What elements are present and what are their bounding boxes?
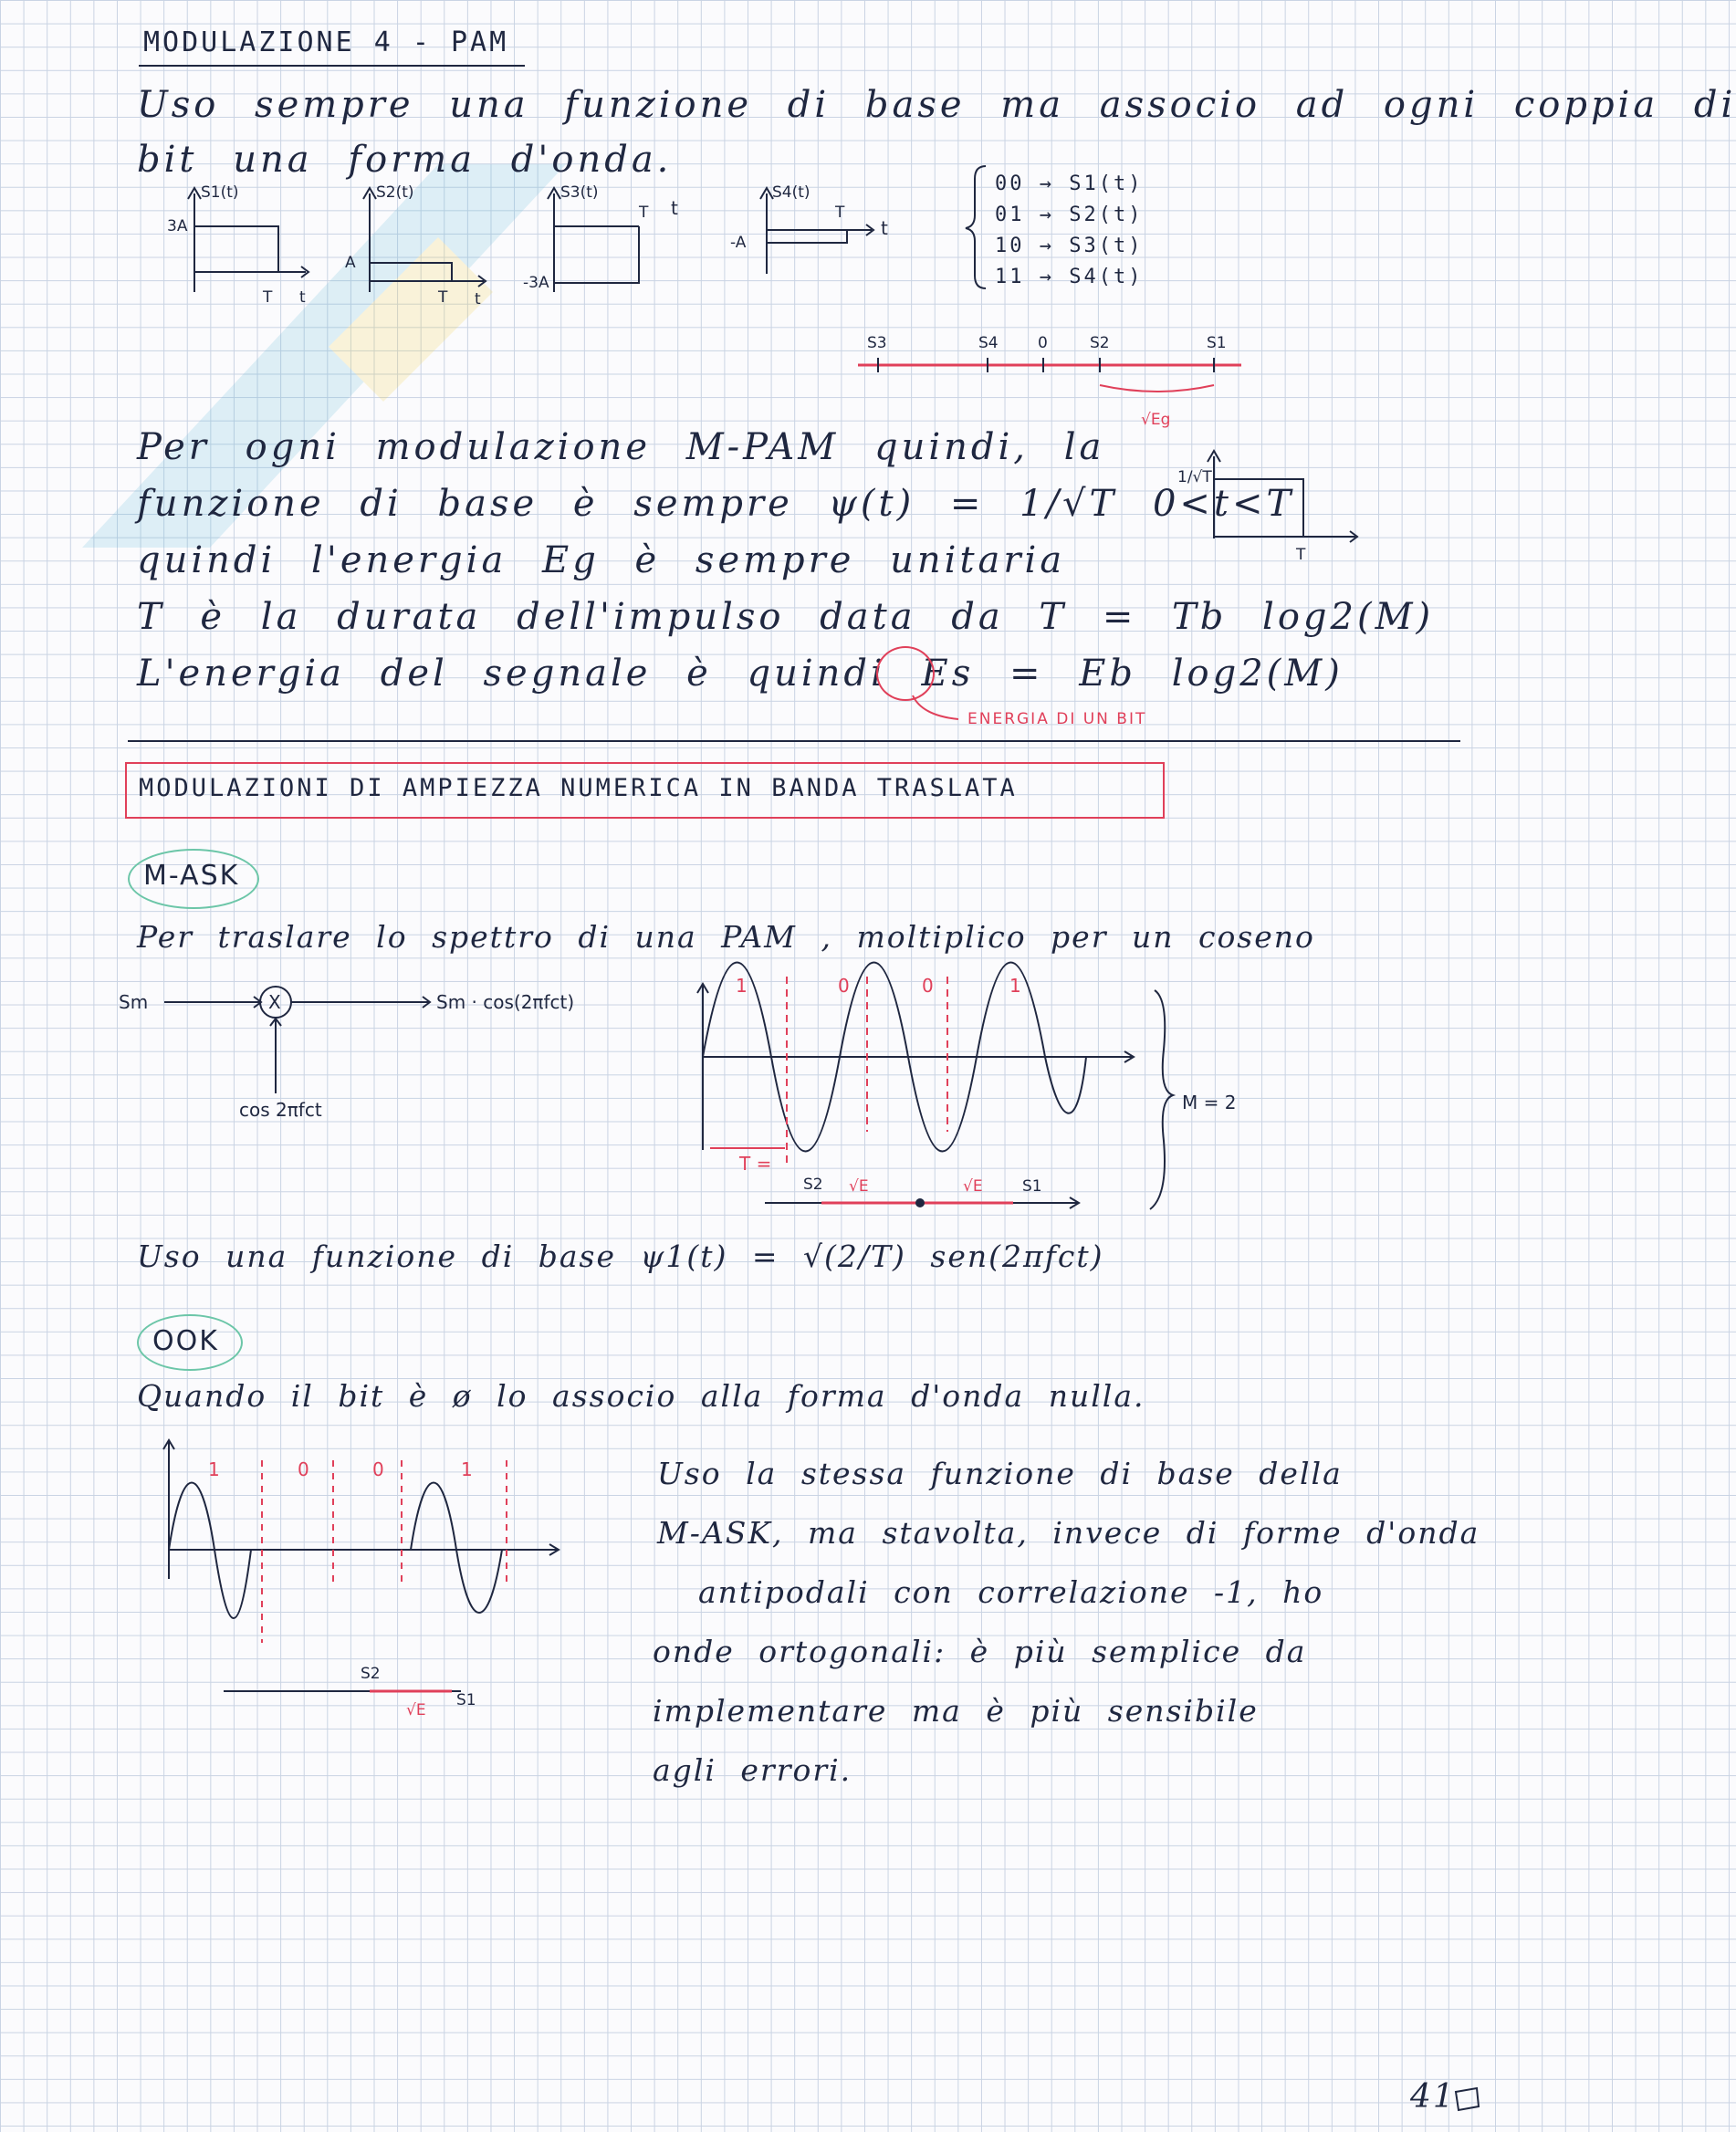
ook-para-1: Uso la stessa funzione di base della	[657, 1456, 1343, 1491]
s2-axis: t	[475, 290, 481, 308]
s3-label: S3(t)	[560, 183, 599, 202]
eb-highlight	[876, 646, 935, 701]
ask-bit-3: 0	[922, 975, 934, 997]
ook-bit-2: 0	[298, 1458, 309, 1480]
multiplier-symbol: X	[268, 991, 281, 1013]
ook-para-2: M-ASK, ma stavolta, invece di forme d'onda	[657, 1515, 1480, 1551]
section1-line2: bit una forma d'onda.	[137, 139, 673, 181]
s1-label: S1(t)	[201, 183, 239, 202]
section1-para-5: L'energia del segnale è quindi Es = Eb log2(M)	[137, 653, 1344, 695]
ask-const-s1: S1	[1022, 1177, 1042, 1196]
ask-bit-1: 1	[736, 975, 748, 997]
section1-para-4: T è la durata dell'impulso data da T = Tb log2(M)	[137, 596, 1435, 638]
ask-const-s2: S2	[803, 1176, 823, 1194]
s1-T: T	[263, 288, 273, 307]
m-equals-2: M = 2	[1182, 1092, 1237, 1113]
carrier-label: cos 2πfct	[239, 1099, 322, 1121]
ook-para-6: agli errori.	[653, 1752, 852, 1788]
section2-title: MODULAZIONI DI AMPIEZZA NUMERICA IN BANDA TRASLATA	[139, 774, 1018, 802]
ook-const-d: √E	[406, 1701, 426, 1719]
page-corner-mark	[0, 0, 1, 1]
ook-bit-1: 1	[208, 1458, 220, 1480]
ook-line1: Quando il bit è ø lo associo alla forma d'onda nulla.	[137, 1378, 1145, 1414]
ook-bit-3: 0	[372, 1458, 384, 1480]
s3-axis: t	[671, 197, 678, 219]
section1-para-1: Per ogni modulazione M-PAM quindi, la	[137, 426, 1105, 468]
s4-T: T	[835, 204, 845, 222]
mapping-row: 11 → S4(t)	[995, 266, 1144, 288]
s4-axis: t	[881, 217, 888, 239]
mask-title: M-ASK	[143, 860, 240, 892]
s3-amp: -3A	[523, 274, 549, 292]
s2-label: S2(t)	[376, 183, 414, 202]
constellation-s3: S3	[867, 334, 887, 352]
impulse-x-label: T	[1296, 546, 1306, 564]
impulse-y-label: 1/√T	[1177, 468, 1212, 486]
s1-axis: t	[299, 288, 306, 307]
s1-amp: 3A	[167, 217, 188, 235]
mapping-row: 00 → S1(t)	[995, 172, 1144, 195]
ask-bit-4: 1	[1009, 975, 1021, 997]
section1-para-3: quindi l'energia Eg è sempre unitaria	[137, 539, 1066, 581]
mask-line1: Per traslare lo spettro di una PAM , moltiplico per un coseno	[137, 919, 1315, 955]
block-input-label: Sm	[119, 991, 149, 1013]
section1-title: MODULAZIONE 4 - PAM	[143, 26, 509, 58]
s2-amp: A	[345, 254, 356, 272]
ook-para-5: implementare ma è più sensibile	[653, 1693, 1259, 1729]
page-number: 41	[1410, 2078, 1456, 2116]
energy-note: ENERGIA DI UN BIT	[967, 710, 1147, 728]
constellation-zero: 0	[1038, 334, 1048, 352]
s4-amp: -A	[730, 234, 747, 252]
s2-T: T	[438, 288, 448, 307]
ook-para-4: onde ortogonali: è più semplice da	[653, 1634, 1307, 1669]
ask-const-d1: √E	[849, 1177, 869, 1196]
ook-const-s1: S1	[456, 1691, 476, 1709]
ask-T-label: T =	[739, 1153, 772, 1175]
ask-bit-2: 0	[838, 975, 850, 997]
constellation-s1: S1	[1207, 334, 1227, 352]
ook-const-s2: S2	[361, 1665, 381, 1683]
section1-line1: Uso sempre una funzione di base ma associo ad ogni coppia di	[137, 84, 1736, 126]
block-output-label: Sm · cos(2πfct)	[436, 991, 575, 1013]
mask-basis-line: Uso una funzione di base ψ1(t) = √(2/T) sen(2πfct)	[137, 1238, 1104, 1274]
s4-label: S4(t)	[772, 183, 810, 202]
mapping-table	[995, 169, 1143, 293]
constellation-distance: √Eg	[1141, 411, 1171, 429]
mapping-row: 01 → S2(t)	[995, 204, 1144, 226]
mapping-row: 10 → S3(t)	[995, 235, 1144, 257]
section1-para-2: funzione di base è sempre ψ(t) = 1/√T 0<t<T	[137, 483, 1295, 525]
constellation-s4: S4	[978, 334, 999, 352]
s3-T: T	[639, 204, 649, 222]
ook-bit-4: 1	[461, 1458, 473, 1480]
ook-title: OOK	[152, 1325, 219, 1357]
ook-para-3: antipodali con correlazione -1, ho	[698, 1574, 1324, 1610]
ask-const-d2: √E	[963, 1177, 983, 1196]
constellation-s2: S2	[1090, 334, 1110, 352]
